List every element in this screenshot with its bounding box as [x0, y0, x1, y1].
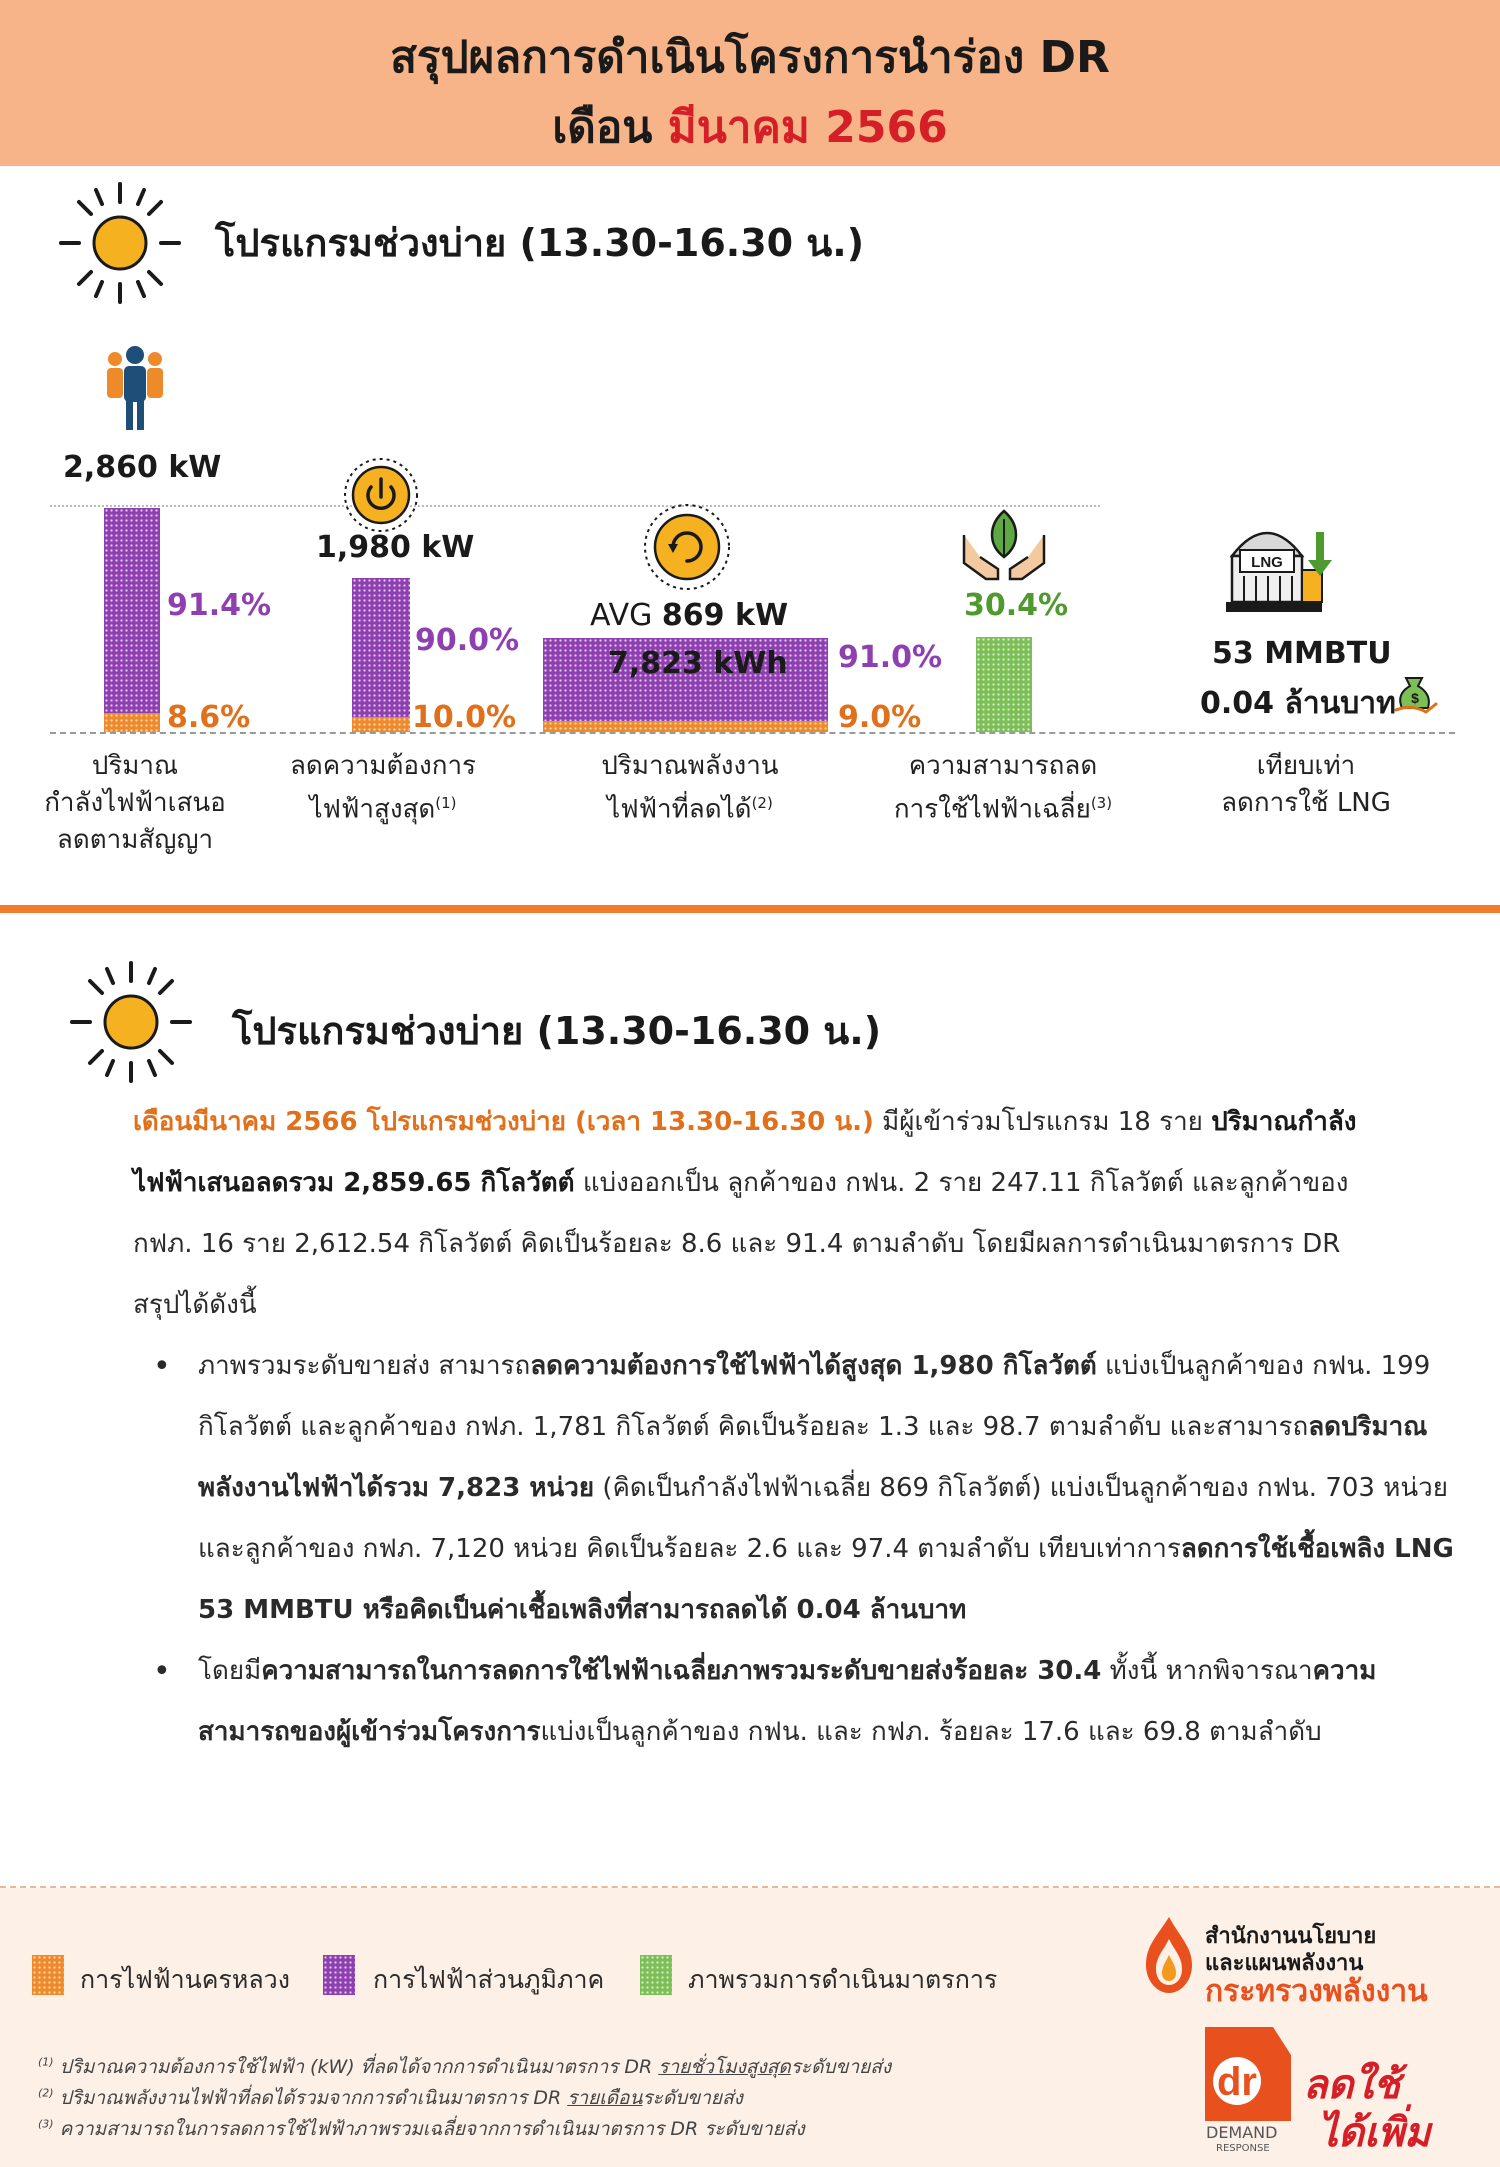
ability-bar-total	[976, 637, 1032, 732]
header-month-prefix: เดือน	[552, 102, 668, 153]
peak-caption-line2: ไฟฟ้าสูงสุด$^{(1)}$	[309, 794, 457, 825]
legend-label-pea: การไฟฟ้าส่วนภูมิภาค	[373, 1965, 605, 1994]
lng-icon-label: LNG	[1251, 554, 1283, 571]
bullet-dot: •	[153, 1654, 171, 1689]
energy-pct-pea: 91.0%	[838, 640, 943, 675]
peak-caption-line1: ลดความต้องการ	[289, 751, 477, 781]
peak-pct-pea: 90.0%	[415, 623, 520, 658]
energy-bar-mea	[543, 721, 828, 732]
section2-title: โปรแกรมช่วงบ่าย (13.30-16.30 น.)	[232, 1009, 882, 1053]
people-icon	[103, 345, 167, 433]
participant-ability-text: ความสามารถของผู้เข้าร่วมโครงการ	[198, 1656, 1377, 1747]
ability-caption-footnote: (3)	[1090, 794, 1113, 812]
summary-period: เดือนมีนาคม 2566 โปรแกรมช่วงบ่าย (เวลา 13.30-16.30 น.)	[133, 1107, 874, 1137]
refresh-energy-icon	[640, 500, 734, 594]
peak-caption	[268, 748, 498, 829]
footnote-2: $^{(2)}$ ปริมาณพลังงานไฟฟ้าที่ลดได้รวมจากการดำเนินมาตรการ DR รายเดือนระดับขายส่ง	[38, 2086, 743, 2109]
peak-bar-pea	[352, 578, 410, 717]
avg-ability-text: ความสามารถในการลดการใช้ไฟฟ้าเฉลี่ยภาพรวมระดับขายส่งร้อยละ 30.4	[261, 1656, 1102, 1686]
slogan-line2: ได้เพิ่ม	[1318, 2110, 1431, 2156]
peak-reduction-text: ลดความต้องการใช้ไฟฟ้าได้สูงสุด 1,980 กิโลวัตต์	[530, 1351, 1097, 1381]
svg-text:$: $	[1411, 690, 1419, 706]
peak-caption-footnote: (1)	[435, 794, 457, 812]
section1-title: โปรแกรมช่วงบ่าย (13.30-16.30 น.)	[215, 221, 865, 265]
sun-icon	[66, 957, 196, 1087]
section-divider	[0, 905, 1500, 913]
chart-top-guide	[50, 505, 1100, 507]
lng-reduction-text: ลดการใช้เชื้อเพลิง LNG 53 MMBTU หรือคิดเป็นค่าเชื้อเพลิงที่สามารถลดได้ 0.04 ล้านบาท	[198, 1534, 1454, 1625]
footnote-3: $^{(3)}$ ความสามารถในการลดการใช้ไฟฟ้าภาพรวมเฉลี่ยจากการดำเนินมาตรการ DR ระดับขายส่ง	[38, 2117, 805, 2140]
offered-caption-line1: ปริมาณ	[91, 751, 179, 781]
energy-pct-mea: 9.0%	[838, 700, 922, 735]
dr-response: RESPONSE	[1216, 2143, 1270, 2154]
offered-bar-mea	[104, 713, 160, 732]
eppo-flame-logo-icon	[1140, 1915, 1198, 1995]
legend-label-mea: การไฟฟ้านครหลวง	[80, 1965, 290, 1994]
bullet-dot: •	[153, 1349, 171, 1384]
legend-label-total: ภาพรวมการดำเนินมาตรการ	[688, 1965, 998, 1994]
offered-pct-mea: 8.6%	[167, 700, 251, 735]
ability-caption-line1: ความสามารถลด	[908, 751, 1098, 781]
lng-baht: 0.04 ล้านบาท	[1200, 686, 1396, 721]
footnote-1: $^{(1)}$ ปริมาณความต้องการใช้ไฟฟ้า (kW) ที่ลดได้จากการดำเนินมาตรการ DR รายชั่วโมงสูงสุดระดับขายส่ง	[38, 2055, 892, 2078]
lng-caption-line1: เทียบเท่า	[1256, 751, 1356, 781]
legend-swatch-total	[640, 1955, 672, 1995]
summary-paragraph: เดือนมีนาคม 2566 โปรแกรมช่วงบ่าย (เวลา 13.30-16.30 น.) มีผู้เข้าร่วมโปรแกรม 18 ราย ปริมาณกำลังไฟฟ้าเสนอลดรวม 2,859.65 กิโลวัตต์ แบ่งออกเป็น ลูกค้าของ กฟน. 2 ราย 247.11 กิโลวัตต์ และลูกค้าของ กฟภ. 16 ราย 2,612.54 กิโลวัตต์ คิดเป็นร้อยละ 8.6 และ 91.4 ตามลำดับ โดยมีผลการดำเนินมาตรการ DR สรุปได้ดังนี้	[133, 1107, 1357, 1320]
peak-pct-mea: 10.0%	[412, 700, 517, 735]
sun-icon	[55, 178, 185, 308]
dr-logo-icon	[1195, 2025, 1295, 2135]
lng-mmbtu: 53 MMBTU	[1212, 636, 1392, 671]
offered-bar-pea	[104, 508, 160, 713]
footer-border	[0, 1886, 1500, 1888]
energy-caption-line2: ไฟฟ้าที่ลดได้$^{(2)}$	[607, 794, 773, 825]
energy-caption-line1: ปริมาณพลังงาน	[601, 751, 779, 781]
dr-demand: DEMAND	[1206, 2123, 1278, 2142]
header-title: สรุปผลการดำเนินโครงการนำร่อง DR	[390, 32, 1110, 83]
eppo-name-line2: และแผนพลังงาน	[1205, 1951, 1364, 1976]
power-icon	[341, 455, 421, 535]
offered-caption-line3: ลดตามสัญญา	[56, 825, 214, 855]
peak-value: 1,980 kW	[316, 530, 475, 565]
offered-caption-line2: กำลังไฟฟ้าเสนอ	[44, 788, 226, 818]
energy-avg-prefix: AVG	[590, 598, 662, 633]
energy-reduction-text: ลดปริมาณพลังงานไฟฟ้าได้รวม 7,823 หน่วย	[198, 1412, 1428, 1503]
summary-offered-total: ปริมาณกำลังไฟฟ้าเสนอลดรวม 2,859.65 กิโลวัตต์	[133, 1107, 1357, 1198]
legend-swatch-pea	[323, 1955, 355, 1995]
money-bag-icon	[1392, 670, 1440, 716]
energy-avg	[590, 598, 788, 633]
peak-bar-mea	[352, 717, 410, 732]
energy-caption-footnote: (2)	[751, 794, 773, 812]
offered-pct-pea: 91.4%	[167, 588, 272, 623]
lng-caption	[1196, 748, 1416, 822]
dr-mark: dr	[1217, 2060, 1257, 2104]
eppo-ministry: กระทรวงพลังงาน	[1205, 1974, 1428, 2009]
energy-kwh: 7,823 kWh	[608, 646, 788, 681]
energy-avg-value: 869 kW	[661, 598, 789, 633]
legend-swatch-mea	[32, 1955, 64, 1995]
energy-caption	[570, 748, 810, 829]
offered-value: 2,860 kW	[63, 450, 222, 485]
page-header	[0, 0, 1500, 166]
offered-caption	[20, 748, 250, 859]
lng-caption-line2: ลดการใช้ LNG	[1221, 788, 1391, 818]
ability-caption-line2: การใช้ไฟฟ้าเฉลี่ย$^{(3)}$	[893, 794, 1113, 825]
plant-hands-icon	[958, 505, 1050, 585]
lng-plant-icon	[1222, 510, 1342, 620]
ability-caption	[878, 748, 1128, 829]
chart-baseline	[50, 732, 1455, 734]
eppo-name-line1: สำนักงานนโยบาย	[1205, 1924, 1377, 1949]
header-month: มีนาคม 2566	[667, 102, 948, 153]
header-subtitle	[0, 92, 1500, 162]
slogan-line1: ลดใช้	[1303, 2062, 1401, 2108]
ability-pct: 30.4%	[964, 588, 1069, 623]
